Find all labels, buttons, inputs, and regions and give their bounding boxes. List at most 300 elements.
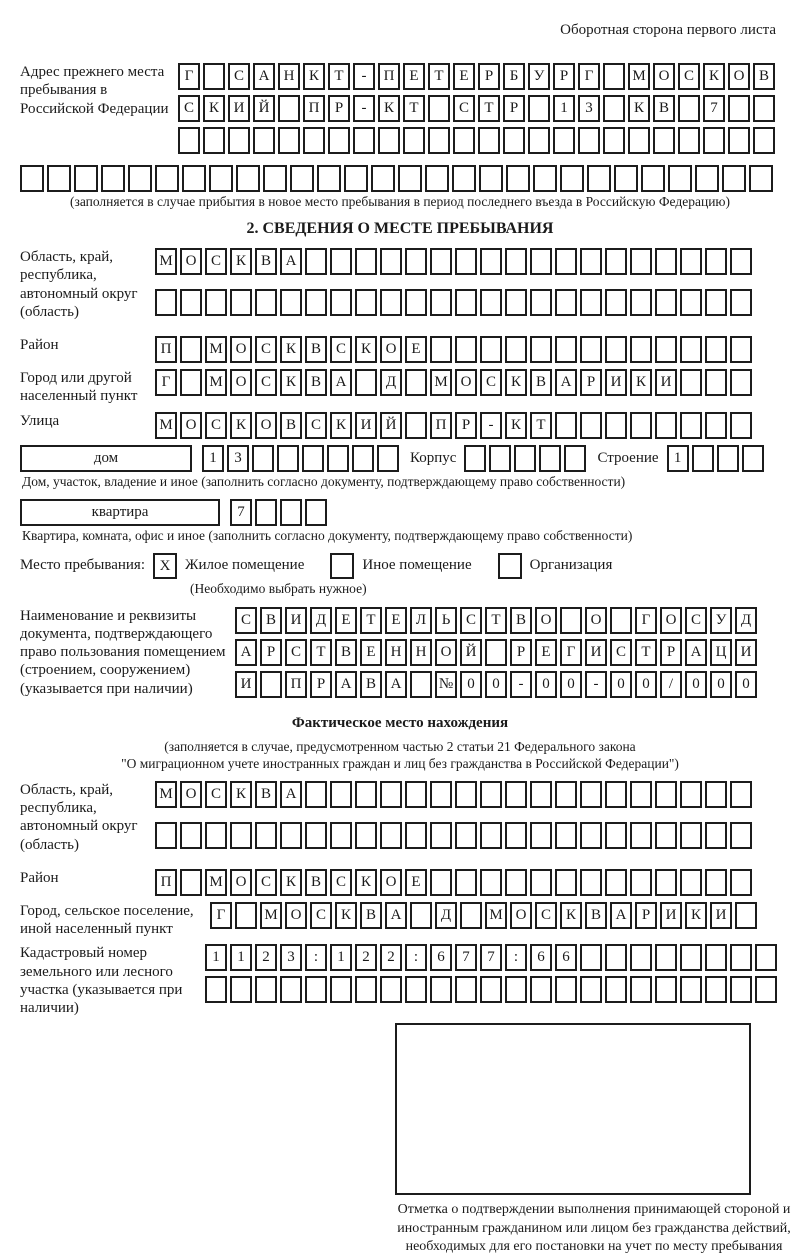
char-cell — [528, 95, 550, 122]
char-cell — [330, 248, 352, 275]
char-cell: 0 — [735, 671, 757, 698]
char-cell — [610, 607, 632, 634]
char-cell: Р — [553, 63, 575, 90]
char-cell: И — [585, 639, 607, 666]
char-cell — [630, 976, 652, 1003]
char-cell: К — [230, 412, 252, 439]
char-cell: М — [628, 63, 650, 90]
char-grid — [155, 369, 755, 396]
char-cell — [464, 445, 486, 472]
char-cell: Г — [578, 63, 600, 90]
char-cell — [555, 781, 577, 808]
char-cell — [480, 976, 502, 1003]
char-cell: Е — [405, 869, 427, 896]
char-cell — [328, 127, 350, 154]
char-grid — [178, 63, 778, 90]
char-cell: 1 — [553, 95, 575, 122]
char-cell — [705, 944, 727, 971]
char-cell: Р — [503, 95, 525, 122]
char-cell: М — [205, 336, 227, 363]
char-cell — [430, 781, 452, 808]
char-cell — [203, 127, 225, 154]
char-cell: О — [535, 607, 557, 634]
char-grid — [205, 976, 780, 1003]
char-cell: 1 — [202, 445, 224, 472]
char-cell — [630, 869, 652, 896]
char-cell: С — [535, 902, 557, 929]
char-cell — [742, 445, 764, 472]
char-cell: И — [285, 607, 307, 634]
char-cell — [405, 412, 427, 439]
char-cell: П — [155, 336, 177, 363]
char-cell: М — [485, 902, 507, 929]
char-cell: 2 — [355, 944, 377, 971]
char-cell — [378, 127, 400, 154]
char-cell — [605, 336, 627, 363]
char-cell: О — [285, 902, 307, 929]
char-cell: Е — [453, 63, 475, 90]
char-cell: Т — [428, 63, 450, 90]
char-cell: Г — [560, 639, 582, 666]
char-cell — [655, 781, 677, 808]
char-cell — [655, 976, 677, 1003]
char-cell: К — [280, 869, 302, 896]
char-cell: К — [230, 248, 252, 275]
char-grid — [155, 289, 755, 316]
char-cell: Б — [503, 63, 525, 90]
char-cell — [430, 976, 452, 1003]
oblast-label: Область, край, республика, автономный округ (область) — [20, 249, 138, 320]
dom-cells — [202, 445, 402, 472]
char-grid — [235, 671, 760, 698]
char-cell — [555, 822, 577, 849]
char-cell: Р — [260, 639, 282, 666]
char-cell: Ь — [435, 607, 457, 634]
char-cell: О — [180, 248, 202, 275]
char-cell — [455, 976, 477, 1003]
char-cell: Д — [310, 607, 332, 634]
char-cell: В — [530, 369, 552, 396]
char-cell — [680, 336, 702, 363]
char-cell — [430, 869, 452, 896]
char-cell — [380, 289, 402, 316]
char-cell — [730, 412, 752, 439]
char-cell — [317, 165, 341, 192]
char-cell — [430, 336, 452, 363]
char-cell: В — [360, 671, 382, 698]
char-cell — [655, 412, 677, 439]
char-cell: Р — [580, 369, 602, 396]
char-cell — [755, 944, 777, 971]
char-cell: К — [280, 369, 302, 396]
char-cell: 6 — [530, 944, 552, 971]
char-cell: Р — [660, 639, 682, 666]
char-cell — [655, 336, 677, 363]
char-cell: В — [280, 412, 302, 439]
char-cell: С — [460, 607, 482, 634]
char-cell — [580, 412, 602, 439]
char-cell: М — [155, 248, 177, 275]
char-cell — [180, 869, 202, 896]
char-cell — [205, 976, 227, 1003]
char-cell: Р — [478, 63, 500, 90]
actual-location-title: Фактическое место нахождения — [291, 714, 509, 731]
char-cell: М — [155, 412, 177, 439]
char-cell: У — [528, 63, 550, 90]
char-cell — [455, 781, 477, 808]
char-cell — [252, 445, 274, 472]
char-cell: Т — [360, 607, 382, 634]
char-cell: Й — [253, 95, 275, 122]
char-cell — [280, 499, 302, 526]
char-cell — [553, 127, 575, 154]
char-cell: Е — [403, 63, 425, 90]
char-cell: 7 — [230, 499, 252, 526]
char-cell — [277, 445, 299, 472]
char-cell: Г — [635, 607, 657, 634]
document-block — [20, 607, 780, 703]
char-cell: О — [255, 412, 277, 439]
char-cell — [530, 822, 552, 849]
char-cell: Е — [535, 639, 557, 666]
char-cell — [353, 127, 375, 154]
char-cell: Р — [510, 639, 532, 666]
char-cell — [580, 822, 602, 849]
char-grid — [178, 127, 778, 154]
char-cell — [555, 289, 577, 316]
char-cell: 0 — [635, 671, 657, 698]
char-cell: О — [380, 336, 402, 363]
char-cell — [705, 369, 727, 396]
char-cell: М — [155, 781, 177, 808]
char-grid — [155, 336, 755, 363]
char-cell — [680, 289, 702, 316]
char-grid — [178, 95, 778, 122]
char-cell — [628, 127, 650, 154]
korpus-label: Корпус — [410, 449, 457, 466]
char-cell — [717, 445, 739, 472]
char-cell — [180, 336, 202, 363]
char-cell: О — [380, 869, 402, 896]
rajon2-label: Район — [20, 869, 59, 886]
char-cell — [455, 869, 477, 896]
char-cell — [180, 289, 202, 316]
char-cell — [178, 127, 200, 154]
kvartira-note: Квартира, комната, офис и иное (заполнить согласно документу, подтверждающему право собственности) — [22, 527, 633, 543]
char-cell — [405, 248, 427, 275]
char-cell — [753, 127, 775, 154]
char-cell: С — [235, 607, 257, 634]
char-cell — [603, 127, 625, 154]
char-cell: В — [260, 607, 282, 634]
char-cell — [455, 289, 477, 316]
section2-title: 2. СВЕДЕНИЯ О МЕСТЕ ПРЕБЫВАНИЯ — [246, 220, 554, 237]
stay-label: Место пребывания: — [20, 557, 145, 574]
char-cell — [380, 822, 402, 849]
char-cell: С — [255, 869, 277, 896]
char-cell: П — [303, 95, 325, 122]
char-cell: - — [480, 412, 502, 439]
char-cell — [505, 781, 527, 808]
char-cell — [605, 781, 627, 808]
char-cell — [528, 127, 550, 154]
prev-address-note: (заполняется в случае прибытия в новое место пребывания в период последнего въезда в Российскую Федерацию) — [69, 194, 731, 209]
char-cell: Д — [435, 902, 457, 929]
char-cell — [578, 127, 600, 154]
char-cell: К — [335, 902, 357, 929]
char-cell: Т — [478, 95, 500, 122]
char-cell: Е — [385, 607, 407, 634]
char-cell — [705, 869, 727, 896]
rajon-block — [20, 336, 780, 363]
char-cell — [278, 95, 300, 122]
char-cell: С — [205, 248, 227, 275]
char-cell — [453, 127, 475, 154]
char-cell: С — [285, 639, 307, 666]
char-cell — [230, 976, 252, 1003]
char-cell — [530, 336, 552, 363]
char-cell — [705, 248, 727, 275]
char-cell — [355, 822, 377, 849]
char-cell: 0 — [460, 671, 482, 698]
char-cell: О — [660, 607, 682, 634]
oblast2-label: Область, край, республика, автономный округ (область) — [20, 781, 138, 853]
char-cell — [730, 781, 752, 808]
char-cell: С — [310, 902, 332, 929]
char-cell: Р — [455, 412, 477, 439]
char-cell: Е — [360, 639, 382, 666]
char-cell: 0 — [560, 671, 582, 698]
char-cell — [344, 165, 368, 192]
char-cell: С — [228, 63, 250, 90]
char-cell — [280, 976, 302, 1003]
char-cell — [480, 781, 502, 808]
char-cell: А — [330, 369, 352, 396]
char-cell — [330, 289, 352, 316]
char-cell — [678, 95, 700, 122]
char-cell: К — [378, 95, 400, 122]
char-cell — [730, 944, 752, 971]
char-cell — [560, 607, 582, 634]
char-cell: С — [330, 869, 352, 896]
char-cell: Р — [310, 671, 332, 698]
stroenie-cells — [667, 445, 767, 472]
kadastr-label: Кадастровый номер земельного или лесного участка (указывается при наличии) — [20, 945, 183, 1017]
char-cell — [555, 869, 577, 896]
char-cell: Т — [328, 63, 350, 90]
char-cell: А — [610, 902, 632, 929]
checkbox-residential: X — [153, 553, 177, 579]
char-cell: 1 — [667, 445, 689, 472]
char-cell: С — [255, 336, 277, 363]
char-cell — [280, 289, 302, 316]
char-cell: П — [378, 63, 400, 90]
char-cell — [355, 289, 377, 316]
char-cell — [533, 165, 557, 192]
char-grid — [235, 639, 760, 666]
char-cell: 1 — [205, 944, 227, 971]
char-cell — [405, 976, 427, 1003]
char-cell: К — [303, 63, 325, 90]
stroenie-label: Строение — [597, 449, 659, 466]
korpus-cells — [464, 445, 589, 472]
char-cell: К — [560, 902, 582, 929]
char-cell: 0 — [535, 671, 557, 698]
char-cell: А — [685, 639, 707, 666]
char-cell — [630, 412, 652, 439]
char-cell — [305, 781, 327, 808]
kadastr-block — [20, 944, 780, 1017]
document-label: Наименование и реквизиты документа, подтверждающего право пользования помещением (строением, сооружением) (указывается при наличии) — [20, 607, 226, 697]
stay-note: (Необходимо выбрать нужное) — [190, 580, 367, 596]
dom-row — [20, 445, 780, 472]
char-cell: С — [305, 412, 327, 439]
char-grid — [155, 781, 755, 808]
char-cell — [74, 165, 98, 192]
char-cell — [180, 822, 202, 849]
char-cell: А — [235, 639, 257, 666]
char-cell: К — [355, 869, 377, 896]
char-cell — [530, 976, 552, 1003]
char-cell: С — [330, 336, 352, 363]
char-cell: К — [330, 412, 352, 439]
char-cell: Л — [410, 607, 432, 634]
char-cell — [705, 976, 727, 1003]
char-cell: Р — [328, 95, 350, 122]
char-cell: Й — [380, 412, 402, 439]
char-cell — [505, 289, 527, 316]
char-cell — [205, 289, 227, 316]
char-cell — [260, 671, 282, 698]
char-cell — [722, 165, 746, 192]
char-cell — [603, 95, 625, 122]
char-cell — [428, 95, 450, 122]
char-cell — [655, 944, 677, 971]
char-cell — [580, 781, 602, 808]
char-cell — [728, 127, 750, 154]
kvartira-cells — [230, 499, 330, 526]
char-cell — [680, 369, 702, 396]
char-cell: О — [230, 869, 252, 896]
char-grid — [205, 944, 780, 971]
char-cell — [430, 289, 452, 316]
char-cell — [703, 127, 725, 154]
char-cell — [455, 248, 477, 275]
char-cell — [155, 165, 179, 192]
char-cell: : — [405, 944, 427, 971]
char-cell: А — [335, 671, 357, 698]
char-cell: К — [203, 95, 225, 122]
char-cell — [730, 869, 752, 896]
char-cell — [555, 412, 577, 439]
char-cell: Т — [635, 639, 657, 666]
char-cell — [630, 781, 652, 808]
char-cell — [555, 976, 577, 1003]
prev-address-label: Адрес прежнего места пребывания в Российской Федерации — [20, 64, 169, 117]
char-cell — [705, 822, 727, 849]
char-cell: Г — [155, 369, 177, 396]
char-cell: В — [510, 607, 532, 634]
char-cell — [355, 976, 377, 1003]
char-cell: № — [435, 671, 457, 698]
char-cell — [253, 127, 275, 154]
char-cell — [605, 412, 627, 439]
char-cell: Е — [405, 336, 427, 363]
gorod-label: Город или другой населенный пункт — [20, 370, 138, 405]
char-cell — [410, 902, 432, 929]
char-cell — [680, 412, 702, 439]
char-cell — [505, 869, 527, 896]
char-cell — [405, 781, 427, 808]
char-cell: О — [230, 369, 252, 396]
char-cell — [653, 127, 675, 154]
char-cell — [305, 822, 327, 849]
char-cell: / — [660, 671, 682, 698]
char-cell: В — [305, 869, 327, 896]
char-cell: У — [710, 607, 732, 634]
char-cell — [505, 248, 527, 275]
char-cell — [530, 781, 552, 808]
stay-option-other-premise: Иное помещение — [362, 557, 472, 574]
char-cell: С — [205, 412, 227, 439]
char-cell: М — [430, 369, 452, 396]
char-cell: А — [280, 248, 302, 275]
char-cell: Г — [178, 63, 200, 90]
rajon-label: Район — [20, 337, 59, 353]
char-cell — [20, 165, 44, 192]
char-cell — [730, 369, 752, 396]
char-cell — [455, 822, 477, 849]
char-cell — [380, 248, 402, 275]
char-cell — [47, 165, 71, 192]
char-cell — [209, 165, 233, 192]
char-cell — [230, 822, 252, 849]
char-cell — [255, 976, 277, 1003]
char-cell — [290, 165, 314, 192]
char-cell: А — [280, 781, 302, 808]
char-cell — [478, 127, 500, 154]
char-cell: Т — [310, 639, 332, 666]
char-cell — [564, 445, 586, 472]
char-cell — [410, 671, 432, 698]
char-cell: 0 — [685, 671, 707, 698]
char-cell — [680, 976, 702, 1003]
char-cell: О — [585, 607, 607, 634]
char-cell — [480, 822, 502, 849]
char-cell — [580, 289, 602, 316]
char-cell — [505, 822, 527, 849]
char-cell: С — [255, 369, 277, 396]
char-cell — [730, 248, 752, 275]
char-grid — [155, 869, 755, 896]
char-cell: - — [510, 671, 532, 698]
char-cell — [680, 248, 702, 275]
char-cell: 0 — [485, 671, 507, 698]
char-cell — [425, 165, 449, 192]
char-cell: С — [480, 369, 502, 396]
char-cell — [630, 822, 652, 849]
char-cell — [678, 127, 700, 154]
char-cell — [230, 289, 252, 316]
char-grid — [235, 607, 760, 634]
char-cell — [605, 976, 627, 1003]
char-cell: 1 — [330, 944, 352, 971]
char-cell: В — [255, 781, 277, 808]
char-cell — [398, 165, 422, 192]
char-cell — [641, 165, 665, 192]
char-cell — [630, 289, 652, 316]
char-cell — [730, 289, 752, 316]
